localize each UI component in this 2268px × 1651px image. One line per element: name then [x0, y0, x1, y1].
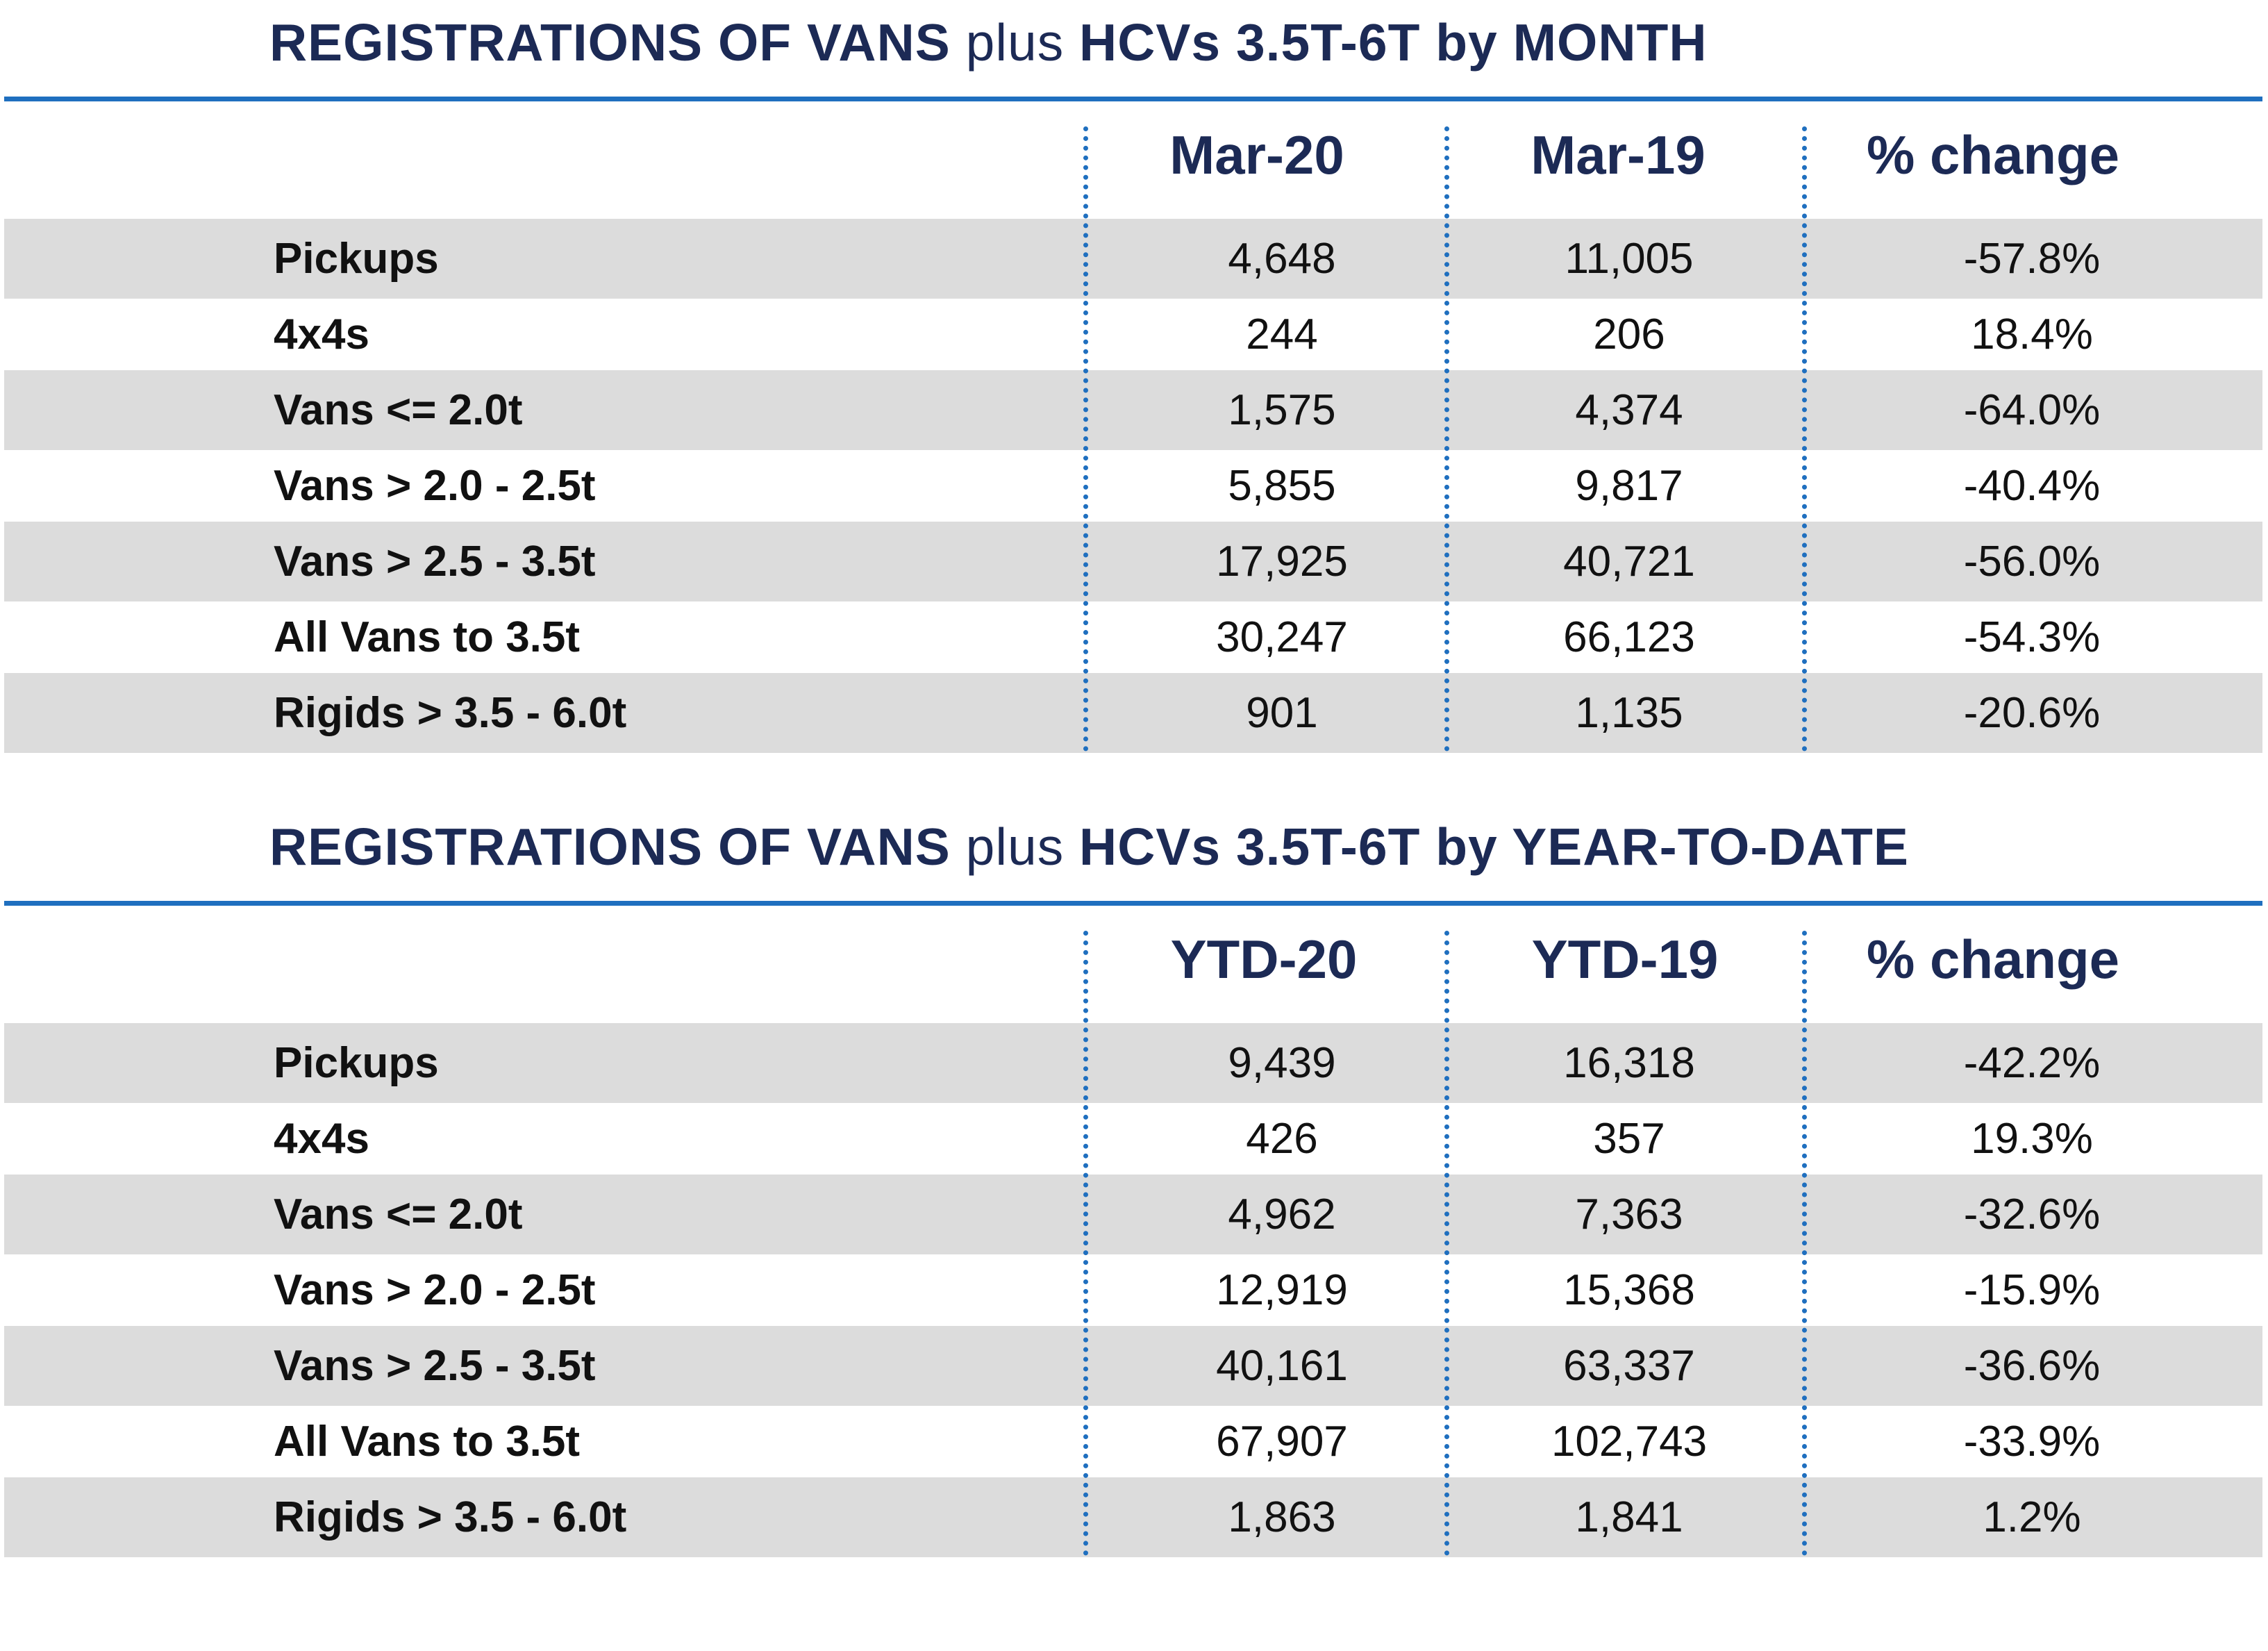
table-row — [4, 446, 2262, 526]
title-part-1: REGISTRATIONS OF VANS — [269, 818, 951, 876]
row-value-previous: 66,123 — [1563, 613, 1695, 661]
column-header: % change — [1866, 929, 2120, 990]
column-divider — [1083, 126, 1088, 752]
row-value-previous: 15,368 — [1563, 1266, 1695, 1314]
row-label: 4x4s — [274, 310, 369, 358]
table-row — [4, 522, 2262, 602]
column-header: Mar-20 — [1169, 124, 1344, 185]
row-label: Pickups — [274, 235, 439, 283]
row-value-current: 30,247 — [1216, 613, 1348, 661]
title-part-2: plus — [965, 818, 1065, 876]
column-header: YTD-19 — [1531, 929, 1719, 990]
column-divider — [1444, 126, 1449, 752]
row-value-change: -33.9% — [1963, 1418, 2101, 1466]
column-divider — [1802, 126, 1807, 752]
row-value-current: 1,575 — [1228, 386, 1336, 434]
table-row — [4, 1023, 2262, 1103]
row-label: 4x4s — [274, 1115, 369, 1163]
row-value-previous: 40,721 — [1563, 538, 1695, 586]
column-divider — [1444, 931, 1449, 1556]
row-value-current: 244 — [1246, 310, 1318, 358]
row-value-change: -42.2% — [1963, 1039, 2101, 1087]
row-value-change: -64.0% — [1963, 386, 2101, 434]
table-row — [4, 1402, 2262, 1482]
table-row — [4, 597, 2262, 677]
row-label: Vans > 2.5 - 3.5t — [274, 1342, 596, 1390]
row-value-previous: 4,374 — [1575, 386, 1683, 434]
row-label: Rigids > 3.5 - 6.0t — [274, 689, 627, 737]
column-header: % change — [1866, 124, 2120, 185]
title-part-3: HCVs 3.5T-6T by MONTH — [1079, 13, 1708, 72]
column-header: Mar-19 — [1531, 124, 1706, 185]
row-value-change: -40.4% — [1963, 462, 2101, 510]
table-row — [4, 1477, 2262, 1557]
row-value-change: -54.3% — [1963, 613, 2101, 661]
row-label: All Vans to 3.5t — [274, 1418, 581, 1466]
row-value-previous: 11,005 — [1565, 235, 1694, 283]
table-row — [4, 1099, 2262, 1179]
title-rule — [4, 901, 2262, 906]
row-label: Vans <= 2.0t — [274, 1190, 523, 1238]
row-value-current: 426 — [1246, 1115, 1318, 1163]
row-value-current: 40,161 — [1216, 1342, 1348, 1390]
table-row — [4, 294, 2262, 374]
row-value-change: -15.9% — [1963, 1266, 2101, 1314]
row-value-previous: 63,337 — [1563, 1342, 1695, 1390]
table-row — [4, 1326, 2262, 1406]
row-value-previous: 1,841 — [1575, 1493, 1683, 1541]
row-label: Pickups — [274, 1039, 439, 1087]
row-value-current: 4,962 — [1228, 1190, 1336, 1238]
row-value-change: -32.6% — [1963, 1190, 2101, 1238]
title-part-3: HCVs 3.5T-6T by YEAR-TO-DATE — [1079, 818, 1909, 876]
table-row — [4, 219, 2262, 299]
ytd-table-title — [269, 817, 1909, 877]
row-label: Vans <= 2.0t — [274, 386, 523, 434]
table-row — [4, 370, 2262, 450]
table-row — [4, 1250, 2262, 1330]
title-part-1: REGISTRATIONS OF VANS — [269, 13, 951, 72]
column-header: YTD-20 — [1170, 929, 1358, 990]
row-value-change: -36.6% — [1963, 1342, 2101, 1390]
row-value-previous: 1,135 — [1575, 689, 1683, 737]
row-label: Rigids > 3.5 - 6.0t — [274, 1493, 627, 1541]
row-value-current: 17,925 — [1216, 538, 1348, 586]
row-value-previous: 102,743 — [1551, 1418, 1708, 1466]
row-value-previous: 9,817 — [1575, 462, 1683, 510]
row-value-change: 1.2% — [1983, 1493, 2081, 1541]
row-value-current: 5,855 — [1228, 462, 1336, 510]
row-value-change: -56.0% — [1963, 538, 2101, 586]
row-value-current: 1,863 — [1228, 1493, 1336, 1541]
row-value-current: 12,919 — [1216, 1266, 1348, 1314]
row-value-current: 4,648 — [1228, 235, 1336, 283]
row-value-previous: 7,363 — [1575, 1190, 1683, 1238]
row-value-current: 67,907 — [1216, 1418, 1348, 1466]
column-divider — [1802, 931, 1807, 1556]
row-value-change: 18.4% — [1971, 310, 2093, 358]
column-divider — [1083, 931, 1088, 1556]
row-label: All Vans to 3.5t — [274, 613, 581, 661]
row-value-change: 19.3% — [1971, 1115, 2093, 1163]
title-part-2: plus — [965, 13, 1065, 72]
month-table-title — [269, 13, 1708, 72]
row-value-previous: 357 — [1593, 1115, 1665, 1163]
row-value-previous: 206 — [1593, 310, 1665, 358]
row-label: Vans > 2.5 - 3.5t — [274, 538, 596, 586]
row-value-previous: 16,318 — [1563, 1039, 1695, 1087]
row-label: Vans > 2.0 - 2.5t — [274, 462, 596, 510]
title-rule — [4, 97, 2262, 101]
row-value-current: 9,439 — [1228, 1039, 1336, 1087]
row-value-change: -20.6% — [1963, 689, 2101, 737]
table-row — [4, 673, 2262, 753]
row-label: Vans > 2.0 - 2.5t — [274, 1266, 596, 1314]
row-value-change: -57.8% — [1963, 235, 2101, 283]
row-value-current: 901 — [1246, 689, 1318, 737]
table-row — [4, 1175, 2262, 1254]
